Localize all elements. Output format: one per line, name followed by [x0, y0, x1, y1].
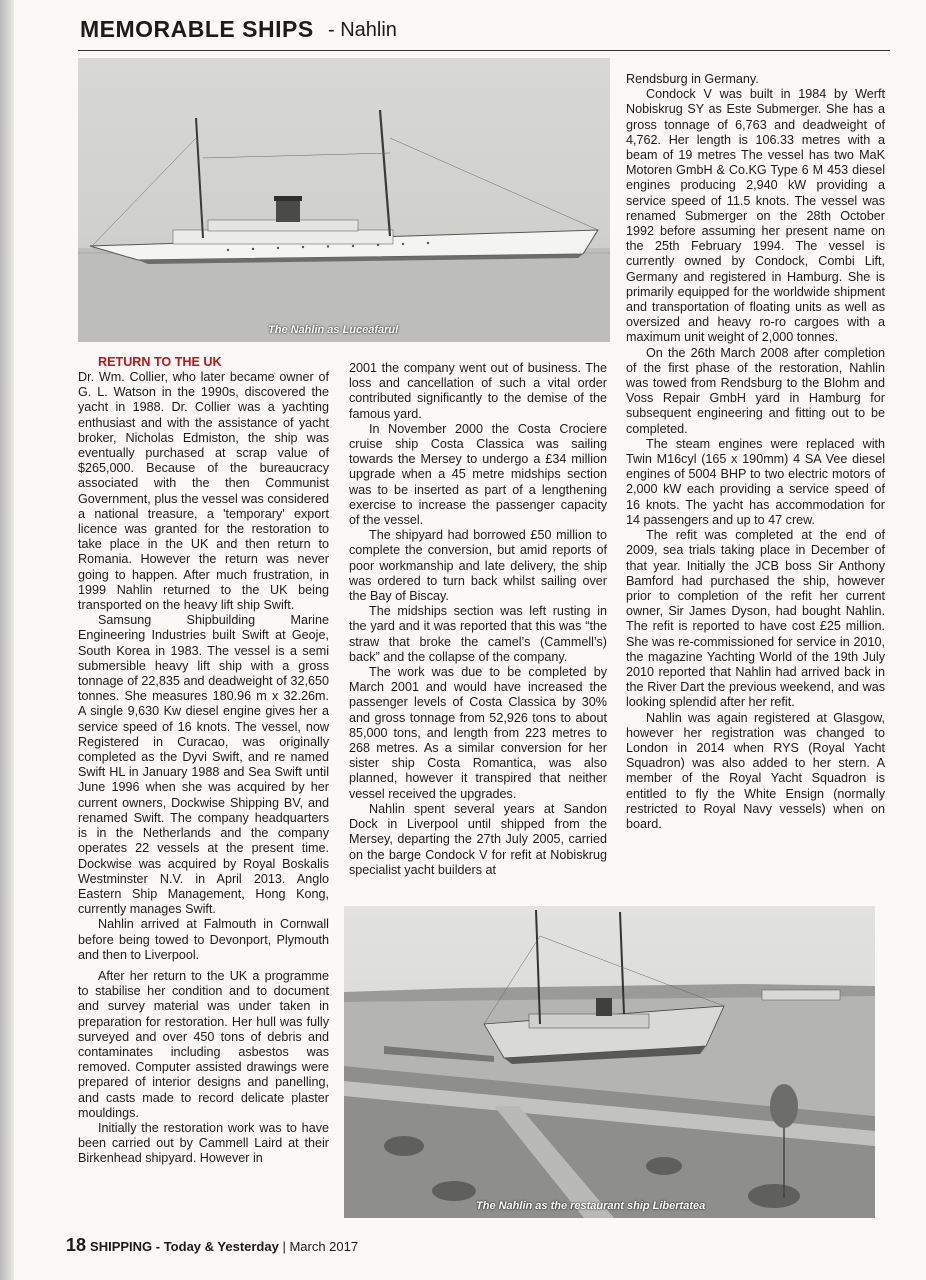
paragraph: Initially the restoration work was to have been carried out by Cammell Laird at their Birkenhead shipyard. However in — [78, 1120, 329, 1166]
paragraph: Nahlin spent several years at Sandon Dock in Liverpool until shipped from the Mersey, departing the 27th July 2005, carried on the barge Condock V for refit at Nobiskrug specialist yacht builders at — [349, 801, 607, 877]
magazine-subtitle: - Today & Yesterday — [152, 1239, 279, 1254]
article-title: - Nahlin — [328, 19, 397, 41]
paragraph: Samsung Shipbuilding Marine Engineering Industries built Swift at Geoje, South Korea in 1983. The vessel is a semi submersible heavy lift ship with a gross tonnage of 22,835 and deadweight of 32,650 tonnes. She measures 180.96 m x 32.26m. A single 9,630 Kw diesel engine gives her a service speed of 16 knots. The vessel, now Registered in Curacao, was originally completed as the Dyvi Swift, and re named Swift HL in January 1988 and Sea Swift until June 1996 when she was acquired by her current owners, Dockwise Shipping BV, and renamed Swift. The company headquarters is in the Netherlands and the company operates 22 vessels at the present time. Dockwise was acquired by Royal Boskalis Westminster N.V. in April 2013. Anglo Eastern Ship Management, Hong Kong, currently manages Swift. — [78, 613, 329, 917]
page-spine-shadow — [0, 0, 14, 1280]
article-column-3 — [626, 72, 885, 832]
page-footer — [66, 1235, 358, 1256]
magazine-name: SHIPPING — [90, 1239, 153, 1254]
photo-nahlin-libertatea — [344, 906, 875, 1218]
paragraph: On the 26th March 2008 after completion of the first phase of the restoration, Nahlin was towed from Rendsburg to the Blohm and Voss Repair GmbH yard in Hamburg for subsequent engineering and fitting out to be completed. — [626, 345, 885, 436]
paragraph: The refit was completed at the end of 2009, sea trials taking place in December of that year. Initially the JCB boss Sir Anthony Bamford had purchased the ship, however prior to completion of the refit her current owner, Sir James Dyson, had bought Nahlin. The refit is reported to have cost £25 million. She was re-commissioned for service in 2010, the magazine Yachting World of the 19th July 2010 reported that Nahlin had arrived back in the River Dart the previous weekend, and was looking splendid after her refit. — [626, 528, 885, 710]
paragraph: 2001 the company went out of business. The loss and cancellation of such a vital order contributed significantly to the demise of the famous yard. — [349, 361, 607, 421]
photo-caption-bottom: The Nahlin as the restaurant ship Libertatea — [476, 1200, 706, 1212]
photo-caption-top: The Nahlin as Luceafarul — [268, 324, 399, 336]
paragraph: Dr. Wm. Collier, who later became owner of G. L. Watson in the 1990s, discovered the yacht in 1988. Dr. Collier was a yachting enthusiast and with the assistance of yacht broker, Nicholas Edmiston, the ship was eventually purchased at scrap value of $265,000. Because of the bureaucracy associated with the then Communist Government, plus the vessel was considered a national treasure, a 'temporary' export licence was granted for the restoration to take place in the UK and then return to Romania. However the return was never going to happen. After much frustration, in 1999 Nahlin returned to the UK being transported on the heavy lift ship Swift. — [78, 370, 329, 613]
article-column-2 — [349, 361, 607, 878]
photo-nahlin-luceafarul — [78, 58, 610, 342]
paragraph: In November 2000 the Costa Crociere cruise ship Costa Classica was sailing towards the Mersey to undergo a £34 million upgrade when a 45 metre midships section was to be inserted as part of a lengthening exercise to increase the passenger capacity of the vessel. — [349, 421, 607, 528]
section-title: MEMORABLE SHIPS — [80, 16, 314, 42]
paragraph: The steam engines were replaced with Twin M16cyl (165 x 190mm) 4 SA Vee diesel engines of 5004 BHP to two electric motors of 2,000 kW each providing a service speed of 16 knots. The yacht has accommodation for 14 passengers and up to 47 crew. — [626, 436, 885, 527]
paragraph: Nahlin arrived at Falmouth in Cornwall before being towed to Devonport, Plymouth and then to Liverpool. — [78, 917, 329, 962]
ship-illustration — [344, 906, 875, 1218]
paragraph: Nahlin was again registered at Glasgow, however her registration was changed to London in 2014 when RYS (Royal Yacht Squadron) was also added to her stern. A member of the Royal Yacht Squadron is entitled to fly the White Ensign (normally restricted to Royal Navy vessels) when on board. — [626, 710, 885, 831]
issue-date: | March 2017 — [278, 1239, 359, 1254]
paragraph: The midships section was left rusting in the yard and it was reported that this was “the straw that broke the camel’s (Cammell’s) back” and the collapse of the company. — [349, 604, 607, 664]
paragraph: After her return to the UK a programme to stabilise her condition and to document and survey material was under taken in preparation for restoration. Her hull was fully surveyed and over 450 tons of debris and contaminates including asbestos was removed. Computer assisted drawings were prepared of interior designs and panelling, and casts made to record delicate plaster mouldings. — [78, 968, 329, 1120]
section-heading: RETURN TO THE UK — [98, 355, 222, 369]
article-column-1 — [78, 355, 329, 1167]
ship-illustration — [78, 58, 610, 342]
paragraph: Condock V was built in 1984 by Werft Nobiskrug SY as Este Submerger. She has a gross tonnage of 6,763 and deadweight of 4,762. Her length is 106.33 metres with a beam of 19 metres The vessel has two MaK Motoren GmbH & Co.KG Type 6 M 453 diesel engines producing 2,940 kW providing a service speed of 11.5 knots. The vessel was renamed Submerger on the 28th October 1992 before assuming her present name on the 25th February 1994. The vessel is currently owned by Condock, Combi Lift, Germany and registered in Hamburg. She is primarily equipped for the worldwide shipment and transportation of floating units as well as oversized and heavy ro-ro cargoes with a maximum unit weight of 2,000 tonnes. — [626, 87, 885, 345]
paragraph: The work was due to be completed by March 2001 and would have increased the passenger levels of Costa Classica by 30% and gross tonnage from 52,926 tons to about 85,000 tons, and length from 223 metres to 268 metres. As a similar conversion for her sister ship Costa Romantica, was also planned, however it transpired that neither vessel received the upgrades. — [349, 665, 607, 801]
page-header — [78, 10, 890, 51]
page-number: 18 — [66, 1235, 87, 1255]
paragraph: Rendsburg in Germany. — [626, 72, 759, 86]
paragraph: The shipyard had borrowed £50 million to complete the conversion, but amid reports of poor workmanship and late delivery, the ship was ordered to turn back whilst sailing over the Bay of Biscay. — [349, 528, 607, 604]
